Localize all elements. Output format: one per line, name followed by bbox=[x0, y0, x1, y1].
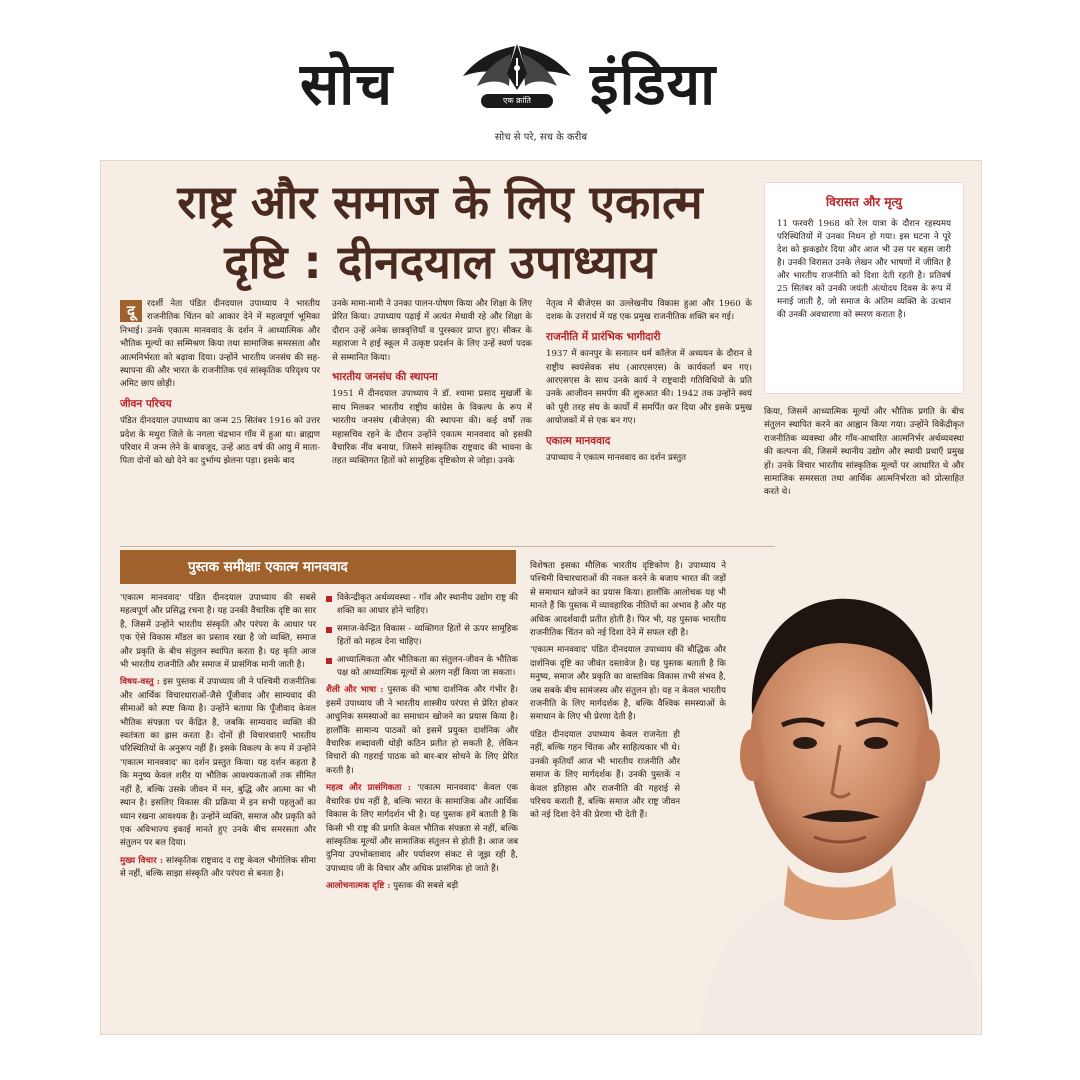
portrait-figure bbox=[690, 565, 978, 1033]
review-subject bbox=[120, 676, 316, 850]
pen-wings-icon bbox=[455, 36, 579, 126]
article-column-3 bbox=[546, 298, 752, 469]
review-column-2 bbox=[326, 592, 518, 898]
politics-heading: राजनीति में प्रारंभिक भागीदारी bbox=[546, 330, 661, 343]
article-headline bbox=[120, 172, 760, 292]
masthead-tagline: सोच से परे, सच के करीब bbox=[494, 132, 588, 143]
subject-text: इस पुस्तक में उपाध्याय जी ने पश्चिमी राजनीतिक और आर्थिक विचारधाराओं-जैसे पूँजीवाद और साम्यवाद की सीमाओं को स्पष्ट किया है। उन्होंने बताया कि पूँजीवाद केवल भौतिक संपन्नता पर केंद्रित है, जबकि साम्यवाद व्यक्ति की स्वतंत्रता का ह्रास करता है। दोनों ही विचारधाराएँ भारतीय परिस्थितियों के अनुरूप नहीं हैं। इसके विकल्प के रूप में उन्होंने 'एकात्म मानववाद' का दर्शन प्रस्तुत किया। यह दर्शन कहता है कि मनुष्य केवल शरीर या भौतिक आवश्यकताओं तक सीमित नहीं है, बल्कि उसके जीवन में मन, बुद्धि और आत्मा का भी स्थान है। इसलिए विकास की प्रक्रिया में इन सभी पहलुओं का ध्यान रखना आवश्यक है। उन्होंने व्यक्ति, समाज और प्रकृति को एक अविभाज्य इकाई मानते हुए उनके बीच समरसता और संतुलन पर बल दिया। bbox=[120, 677, 316, 849]
legacy-sidebar bbox=[764, 182, 964, 394]
jansangh-heading: भारतीय जनसंघ की स्थापना bbox=[332, 371, 438, 384]
politics-paragraph: 1937 में कानपुर के सनातन धर्म कॉलेज में अध्ययन के दौरान वे राष्ट्रीय स्वयंसेवक संघ (आरएसएस) के कार्यकर्ता बन गए। आरएसएस के साथ उनके कार्य ने राष्ट्रवादी गतिविधियों के प्रति उनके आजीवन समर्पण की शुरुआत की। 1942 तक उन्होंने स्वयं को पूरी तरह संघ के कार्यों में समर्पित कर दिया और इसके प्रमुख आयोजकों में से एक बन गए। bbox=[546, 349, 752, 427]
masthead-name-right: इंडिया bbox=[590, 50, 717, 118]
style-text: पुस्तक की भाषा दार्शनिक और गंभीर है। इसमें उपाध्याय जी ने भारतीय शास्त्रीय परंपरा से प्रेरित होकर आधुनिक समस्याओं का समाधान खोजने का प्रयास किया है। हालाँकि सामान्य पाठकों को इसमें प्रयुक्त दार्शनिक और वैचारिक शब्दावली थोड़ी कठिन प्रतीत हो सकती है, लेकिन विचारों की गहराई पाठक को बार-बार सोचने के लिए प्रेरित करती है। bbox=[326, 685, 519, 776]
humanism-paragraph: उपाध्याय ने एकात्म मानववाद का दर्शन प्रस्तुत bbox=[546, 453, 687, 464]
masthead-emblem bbox=[455, 36, 579, 126]
sidebar-text: 11 फरवरी 1968 को रेल यात्रा के दौरान रहस्यमय परिस्थितियों में उनका निधन हो गया। इस घटना ने पूरे देश को झकझोर दिया और आज भी उस पर बहस जारी है। उनकी विरासत उनके लेखन और भाषणों में जीवित है और भारतीय राजनीति को दिशा देती रहती है। प्रतिवर्ष 25 सितंबर को उनकी जयंती अंत्योदय दिवस के रूप में मनाई जाती है, जो समाज के अंतिम व्यक्ति के उत्थान की उनकी अवधारणा को स्मरण कराता है। bbox=[777, 219, 951, 320]
main-ideas-label: मुख्य विचार : bbox=[120, 855, 164, 866]
main-ideas-text: सांस्कृतिक राष्ट्रवाद द राष्ट्र केवल भौगोलिक सीमा से नहीं, बल्कि साझा संस्कृति और परंपरा से बनता है। bbox=[120, 855, 316, 880]
bio-heading: जीवन परिचय bbox=[120, 397, 172, 410]
review-bullet-1: विकेन्द्रीकृत अर्थव्यवस्था - गाँव और स्थानीय उद्योग राष्ट्र की शक्ति का आधार होने चाहिए। bbox=[326, 592, 518, 619]
emblem-ribbon-text: एक क्रांति bbox=[503, 96, 531, 105]
critique-text: पुस्तक की सबसे बड़ी bbox=[393, 881, 459, 892]
review-col3-p3: पंडित दीनदयाल उपाध्याय केवल राजनेता ही नहीं, बल्कि गहन चिंतक और साहित्यकार भी थे। उनकी कृतियाँ आज भी भारतीय राजनीति और समाज के लिए मार्गदर्शक हैं। उनकी पुस्तकें न केवल इतिहास और राजनीति की गहराई से परिचय कराती हैं, बल्कि समाज और राष्ट्र जीवन को नई दिशा देने की प्रेरणा भी देती हैं। bbox=[530, 729, 680, 821]
article-column-2 bbox=[332, 298, 532, 473]
article-column-4 bbox=[764, 406, 964, 504]
review-banner bbox=[120, 550, 516, 584]
critique-label: आलोचनात्मक दृष्टि : bbox=[326, 881, 391, 892]
col4-paragraph: किया, जिसमें आध्यात्मिक मूल्यों और भौतिक प्रगति के बीच संतुलन स्थापित करने का आह्वान किया गया। उन्होंने विकेंद्रीकृत राजनीतिक व्यवस्था और गाँव-आधारित आत्मनिर्भर अर्थव्यवस्था की कल्पना की, जिसमें स्थानीय उद्योग और स्थायी प्रथाएँ प्रमुख हों। उनके विचार भारतीय सांस्कृतिक मूल्यों पर आधारित थे और सामाजिक समरसता तथा आर्थिक आत्मनिर्भरता को प्रोत्साहित करते थे। bbox=[764, 407, 964, 498]
review-col3-p1: विशेषता इसका मौलिक भारतीय दृष्टिकोण है। उपाध्याय ने पश्चिमी विचारधाराओं की नकल करने के बजाय भारत की जड़ों से समाधान खोजने का प्रयास किया। हालाँकि आलोचक यह भी मानते हैं कि पुस्तक में व्यावहारिक नीतियों का अभाव है और यह अधिक आदर्शवादी प्रतीत होती है। फिर भी, यह पुस्तक भारतीय राजनीतिक चिंतन को नई दिशा देने में सफल रही है। bbox=[530, 561, 726, 639]
headline-line-2: दृष्टि : दीनदयाल उपाध्याय bbox=[224, 235, 656, 289]
intro-text: रदर्शी नेता पंडित दीनदयाल उपाध्याय ने भारतीय राजनीतिक चिंतन को आकार देने में महत्वपूर्ण भूमिका निभाई। उनके एकात्म मानववाद के दर्शन ने आध्यात्मिक और भौतिक मूल्यों का सम्मिश्रण किया तथा सामाजिक समरसता और आत्मनिर्भरता को बढ़ावा दिया। उन्होंने भारतीय जनसंघ की सह-स्थापना की और भारत के राजनीतिक एवं सांस्कृतिक परिदृश्य पर अमिट छाप छोड़ी। bbox=[120, 299, 320, 390]
review-bullet-2: समाज-केन्द्रित विकास - व्यक्तिगत हितों से ऊपर सामूहिक हितों को महत्व देना चाहिए। bbox=[326, 623, 518, 650]
review-col3-p2: 'एकात्म मानववाद' पंडित दीनदयाल उपाध्याय की बौद्धिक और दार्शनिक दृष्टि का जीवंत दस्तावेज है। यह पुस्तक बताती है कि मनुष्य, समाज और प्रकृति का वास्तविक विकास तभी संभव है, जब सबके बीच सामंजस्य और संतुलन हो। यह न केवल भारतीय राजनीति के लिए मार्गदर्शक है, बल्कि वैश्विक समस्याओं के समाधान के लिए भी प्रेरणा देती है। bbox=[530, 645, 726, 723]
review-banner-title: पुस्तक समीक्षाः एकात्म मानववाद bbox=[188, 559, 348, 575]
sidebar-heading: विरासत और मृत्यु bbox=[826, 195, 902, 209]
humanism-heading: एकात्म मानववाद bbox=[546, 434, 611, 447]
col3-paragraph: नेतृत्व में बीजेएस का उल्लेखनीय विकास हुआ और 1960 के दशक के उत्तरार्ध में यह एक प्रमुख राजनीतिक शक्ति बन गई। bbox=[546, 299, 752, 323]
col2-paragraph: उनके मामा-मामी ने उनका पालन-पोषण किया और शिक्षा के लिए प्रेरित किया। उपाध्याय पढ़ाई में अत्यंत मेधावी रहे और शिक्षा के दौरान उन्हें अनेक छात्रवृत्तियाँ व पुरस्कार प्राप्त हुए। सीकर के महाराजा ने हाई स्कूल में उत्कृष्ट प्रदर्शन के लिए उन्हें स्वर्ण पदक से सम्मानित किया। bbox=[332, 299, 532, 363]
subject-label: विषय-वस्तु : bbox=[120, 677, 160, 688]
review-bullet-3: आध्यात्मिकता और भौतिकता का संतुलन-जीवन के भौतिक पक्ष को आध्यात्मिक मूल्यों से अलग नहीं किया जा सकता। bbox=[326, 654, 518, 681]
review-column-1 bbox=[120, 592, 316, 886]
masthead-name-left: सोच bbox=[300, 50, 394, 118]
headline-line-1: राष्ट्र और समाज के लिए एकात्म bbox=[177, 175, 703, 229]
relevance-label: महत्व और प्रासंगिकता : bbox=[326, 783, 411, 794]
review-column-3 bbox=[530, 560, 726, 827]
drop-cap: दू bbox=[120, 300, 142, 322]
article-column-1 bbox=[120, 298, 320, 473]
bio-paragraph: पंडित दीनदयाल उपाध्याय का जन्म 25 सितंबर 1916 को उत्तर प्रदेश के मथुरा जिले के नगला चंद्रभान गाँव में हुआ था। ब्राह्मण परिवार में जन्म लेने के बावजूद, उन्हें आठ वर्ष की आयु में माता-पिता दोनों को खो देने का दुर्भाग्य झेलना पड़ा। इसके बाद bbox=[120, 416, 320, 467]
section-divider bbox=[120, 546, 775, 547]
review-relevance bbox=[326, 782, 518, 876]
relevance-text: 'एकात्म मानववाद' केवल एक वैचारिक ग्रंथ नहीं है, बल्कि भारत के सामाजिक और आर्थिक विकास के लिए मार्गदर्शन भी है। यह पुस्तक हमें बताती है कि किसी भी राष्ट्र की प्रगति केवल भौतिक संपन्नता से नहीं, बल्कि सांस्कृतिक मूल्यों और सामाजिक संतुलन से होती है। आज जब दुनिया उपभोक्तावाद और पर्यावरण संकट से जूझ रही है, उपाध्याय जी के विचार और अधिक प्रासंगिक हो जाते हैं। bbox=[326, 783, 518, 874]
review-critique bbox=[326, 880, 518, 893]
review-intro: 'एकात्म मानववाद' पंडित दीनदयाल उपाध्याय की सबसे महत्वपूर्ण और प्रसिद्ध रचना है। यह उनकी वैचारिक दृष्टि का सार है, जिसमें उन्होंने भारतीय संस्कृति और परंपरा के आधार पर एक ऐसे विकास मॉडल का प्रस्ताव रखा है जो व्यक्ति, समाज और प्रकृति के बीच संतुलन स्थापित करता है। यह कृति आज भी भारतीय राजनीति और समाज में प्रासंगिक मानी जाती है। bbox=[120, 593, 316, 671]
style-label: शैली और भाषा : bbox=[326, 685, 384, 696]
review-style bbox=[326, 684, 518, 778]
jansangh-paragraph: 1951 में दीनदयाल उपाध्याय ने डॉ. श्यामा प्रसाद मुखर्जी के साथ मिलकर भारतीय राष्ट्रीय कांग्रेस के विकल्प के रूप में भारतीय जनसंघ (बीजेएस) की स्थापना की। कई वर्षों तक महासचिव रहने के दौरान उन्होंने एकात्म मानववाद को इसकी वैचारिक नींव बनाया, जिसने सांस्कृतिक राष्ट्रवाद की भावना के तहत व्यक्तिगत हितों को सामूहिक दृष्टिकोण से जोड़ा। उनके bbox=[332, 389, 532, 467]
portrait-image bbox=[690, 565, 978, 1033]
review-main-ideas bbox=[120, 855, 316, 882]
intro-paragraph bbox=[120, 298, 320, 392]
